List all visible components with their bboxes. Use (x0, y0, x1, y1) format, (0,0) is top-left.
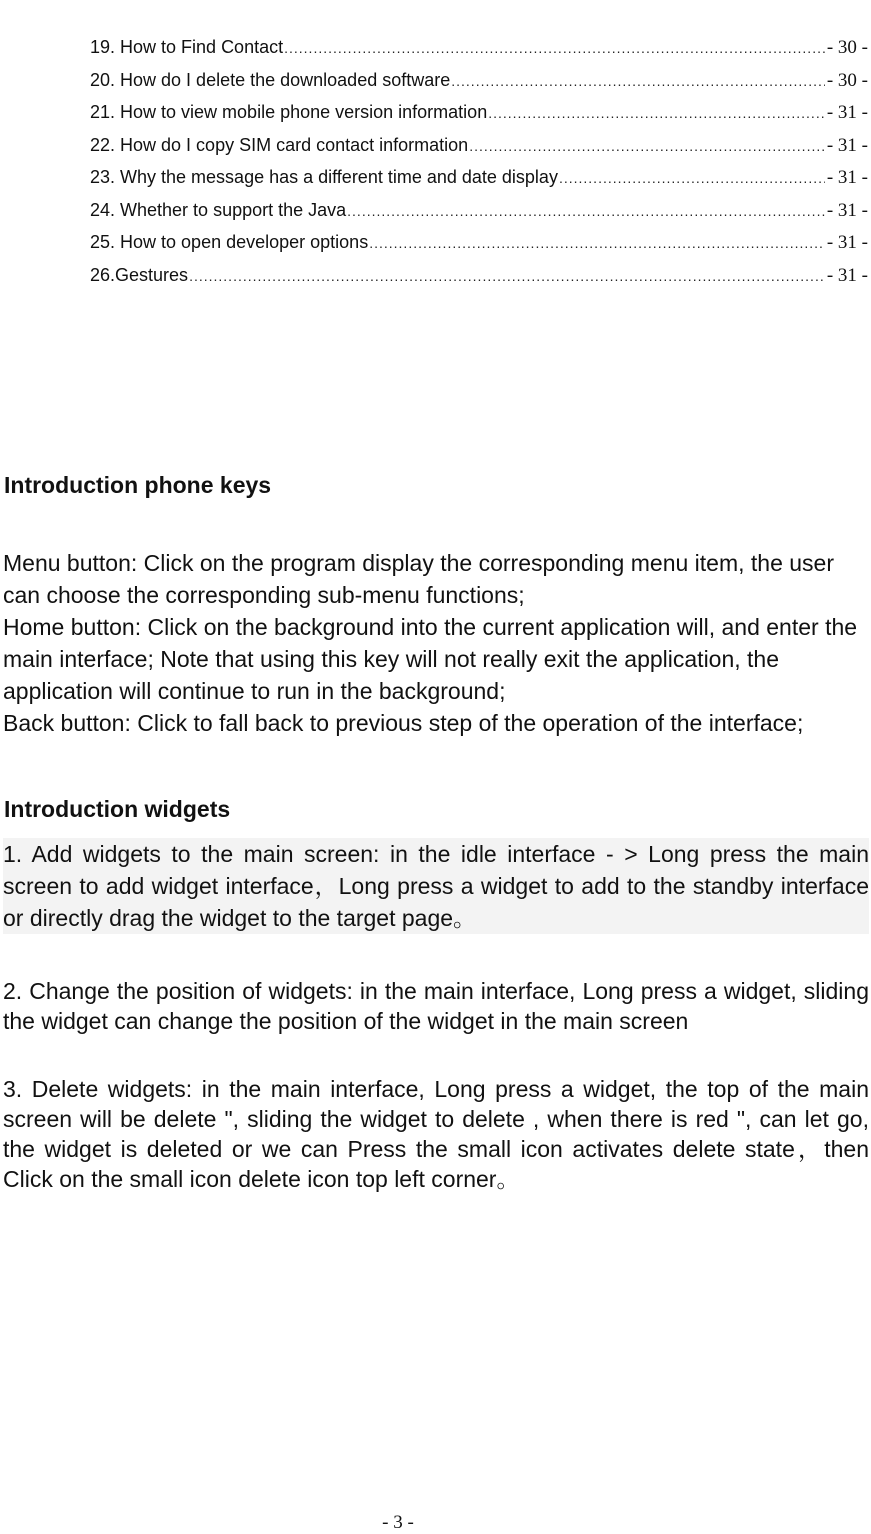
toc-entry-page: - 30 - (826, 37, 868, 58)
page-number: - 3 - (382, 1512, 414, 1533)
toc-entry-26[interactable] (90, 265, 868, 298)
toc-entry-title: 20. How do I delete the downloaded software (90, 69, 451, 90)
toc-dot-leader (559, 170, 825, 186)
toc-entry-22[interactable] (90, 135, 868, 168)
toc-entry-page: - 31 - (826, 232, 868, 253)
section-heading-widgets: Introduction widgets (4, 796, 231, 822)
toc-entry-page: - 31 - (826, 102, 868, 123)
toc-dot-leader (488, 105, 825, 121)
menu-button-description: Menu button: Click on the program display the corresponding menu item, the user can choose the corresponding sub-menu functions; (3, 550, 834, 608)
toc-dot-leader (284, 40, 825, 56)
toc-entry-page: - 31 - (826, 264, 868, 286)
toc-entry-page: - 31 - (826, 134, 868, 156)
toc-dot-leader (451, 73, 825, 89)
change-widget-position-step: 2. Change the position of widgets: in the main interface, Long press a widget, sliding the widget can change the position of the widget in the main screen (3, 978, 869, 1034)
toc-entry-page: - 30 - (826, 69, 868, 91)
back-button-description: Back button: Click to fall back to previous step of the operation of the interface; (3, 710, 804, 736)
toc-dot-leader (469, 138, 825, 154)
toc-entry-title: 23. Why the message has a different time and date display (90, 167, 558, 187)
delete-widgets-step: 3. Delete widgets: in the main interface, Long press a widget, the top of the main screen will be delete ", sliding the widget to delete , when there is red ", can let go, the widget is deleted or we can Press the small icon activates delete state，then Click on the small icon delete icon top left corner。 (3, 1076, 869, 1192)
toc-entry-24[interactable] (90, 200, 868, 233)
phone-keys-section (3, 547, 869, 739)
home-button-description: Home button: Click on the background into the current application will, and enter the main interface; Note that using this key will not really exit the application, the application will continue to run in the background; (3, 614, 858, 704)
toc-dot-leader (369, 235, 825, 251)
toc-entry-20[interactable] (90, 70, 868, 103)
add-widgets-step: 1. Add widgets to the main screen: in the idle interface - > Long press the main screen to add widget interface，Long press a widget to add to the standby interface or directly drag the widget to the target page。 (3, 838, 869, 934)
toc-entry-21[interactable] (90, 102, 868, 135)
toc-entry-title: 26.Gestures (90, 264, 189, 285)
toc-entry-title: 19. How to Find Contact (90, 37, 284, 57)
toc-entry-25[interactable] (90, 232, 868, 265)
section-heading-phone-keys: Introduction phone keys (4, 472, 272, 498)
toc-dot-leader (189, 268, 825, 284)
toc-entry-title: 22. How do I copy SIM card contact information (90, 134, 469, 155)
toc-entry-title: 21. How to view mobile phone version information (90, 102, 488, 122)
toc-entry-19[interactable] (90, 37, 868, 70)
toc-entry-title: 24. Whether to support the Java (90, 199, 347, 220)
toc-entry-page: - 31 - (826, 167, 868, 188)
toc-entry-23[interactable] (90, 167, 868, 200)
toc-entry-page: - 31 - (826, 199, 868, 221)
toc-dot-leader (347, 203, 825, 219)
table-of-contents (90, 37, 868, 297)
toc-entry-title: 25. How to open developer options (90, 232, 369, 252)
